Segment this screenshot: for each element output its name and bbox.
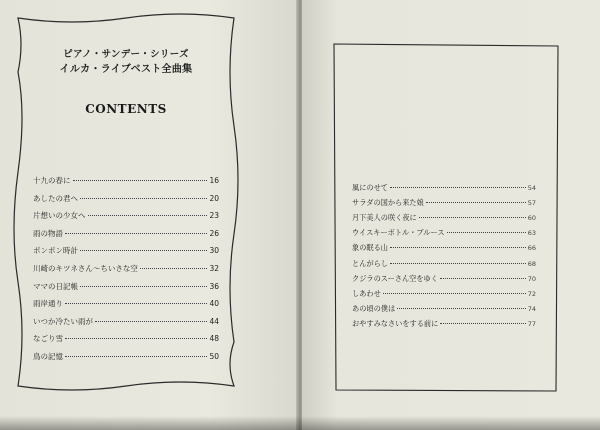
toc-entry [352, 198, 536, 208]
toc-page-number: 48 [209, 334, 219, 344]
toc-leader-dots [80, 198, 207, 199]
toc-page-number: 72 [527, 289, 536, 298]
toc-entry [352, 319, 536, 329]
toc-page-number: 50 [209, 352, 219, 361]
toc-entry [33, 193, 219, 203]
toc-page-number: 30 [209, 246, 219, 256]
toc-title: あしたの君へ [33, 193, 78, 203]
toc-entry [33, 281, 219, 291]
toc-entry [33, 263, 219, 273]
toc-title: なごり雪 [33, 334, 63, 344]
series-title: ピアノ・サンデー・シリーズ [63, 49, 189, 60]
toc-leader-dots [65, 303, 207, 304]
toc-title: いつか冷たい雨が [33, 316, 93, 326]
toc-entry [352, 259, 536, 269]
toc-entry [33, 316, 219, 326]
toc-page-number: 68 [527, 259, 536, 268]
toc-entry [352, 274, 536, 284]
toc-page-number: 77 [527, 319, 536, 328]
toc-title: 月下美人の咲く夜に [352, 213, 417, 223]
toc-leader-dots [80, 286, 207, 287]
toc-entry [33, 298, 219, 308]
toc-title: 象の眠る山 [352, 243, 388, 253]
toc-page-number: 16 [209, 176, 219, 185]
toc-entry [352, 304, 536, 314]
toc-title: ポンポン時計 [33, 246, 78, 256]
toc-entry [352, 243, 536, 253]
toc-leader-dots [383, 293, 526, 294]
toc-leader-dots [88, 215, 208, 216]
toc-page-number: 54 [527, 184, 536, 192]
toc-entry [352, 183, 536, 193]
toc-leader-dots [440, 278, 526, 279]
toc-leader-dots [65, 338, 207, 339]
toc-entry [352, 289, 536, 299]
toc-page-number: 23 [209, 211, 219, 221]
toc-page-number: 36 [209, 281, 219, 291]
toc-page-number: 44 [209, 316, 219, 326]
toc-entry [352, 213, 536, 223]
toc-entry [33, 228, 219, 238]
toc-leader-dots [447, 232, 526, 233]
toc-page-number: 57 [527, 199, 536, 208]
toc-leader-dots [419, 217, 526, 218]
toc-title: クジラのスーさん空をゆく [352, 273, 438, 283]
toc-page-number: 60 [527, 214, 536, 223]
toc-title: 十九の春に [33, 176, 71, 185]
toc-page-number: 74 [527, 304, 536, 313]
toc-page-number: 20 [209, 193, 219, 203]
toc-leader-dots [397, 308, 526, 309]
toc-title: おやすみなさいをする前に [352, 318, 439, 328]
toc-page-number: 26 [209, 228, 219, 238]
left-wavy-frame [12, 12, 240, 392]
toc-title: 鳥の記憶 [33, 352, 63, 361]
toc-title: 風にのせて [352, 183, 388, 192]
toc-title: 雨の物語 [33, 228, 63, 238]
toc-entry [33, 210, 219, 220]
toc-page-number: 40 [209, 299, 219, 309]
toc-leader-dots [140, 268, 208, 269]
toc-leader-dots [65, 233, 207, 234]
right-rect-frame [330, 40, 562, 395]
book-title: イルカ・ライブベスト全曲集 [59, 64, 193, 75]
toc-title: あの頃の僕は [352, 303, 396, 313]
toc-title: しあわせ [352, 288, 381, 298]
toc-leader-dots [65, 356, 207, 357]
toc-title: 川崎のキツネさん〜ちいさな空 [33, 264, 138, 273]
toc-page-number: 70 [527, 274, 536, 283]
toc-entry [33, 333, 219, 343]
bottom-shadow [0, 416, 600, 430]
toc-title: 雨岸通り [33, 299, 63, 309]
toc-title: 片想いの少女へ [33, 211, 86, 221]
toc-leader-dots [390, 263, 526, 264]
toc-entry [352, 228, 536, 238]
toc-title: とんがらし [352, 258, 388, 268]
toc-leader-dots [80, 250, 207, 251]
toc-title: ママの日記帳 [33, 281, 78, 291]
toc-leader-dots [426, 202, 526, 203]
toc-leader-dots [95, 321, 207, 322]
toc-leader-dots [440, 323, 525, 324]
toc-leader-dots [73, 180, 208, 181]
toc-entry [33, 351, 219, 361]
toc-entry [33, 175, 219, 185]
toc-title: ウイスキーボトル・ブルース [352, 228, 445, 238]
toc-entry [33, 245, 219, 255]
toc-leader-dots [390, 187, 526, 188]
toc-page-number: 66 [527, 244, 536, 253]
toc-page-number: 32 [209, 264, 219, 273]
toc-title: サラダの国から来た娘 [352, 198, 424, 208]
toc-leader-dots [390, 247, 526, 248]
toc-page-number: 63 [527, 229, 536, 238]
contents-heading: CONTENTS [85, 102, 167, 116]
